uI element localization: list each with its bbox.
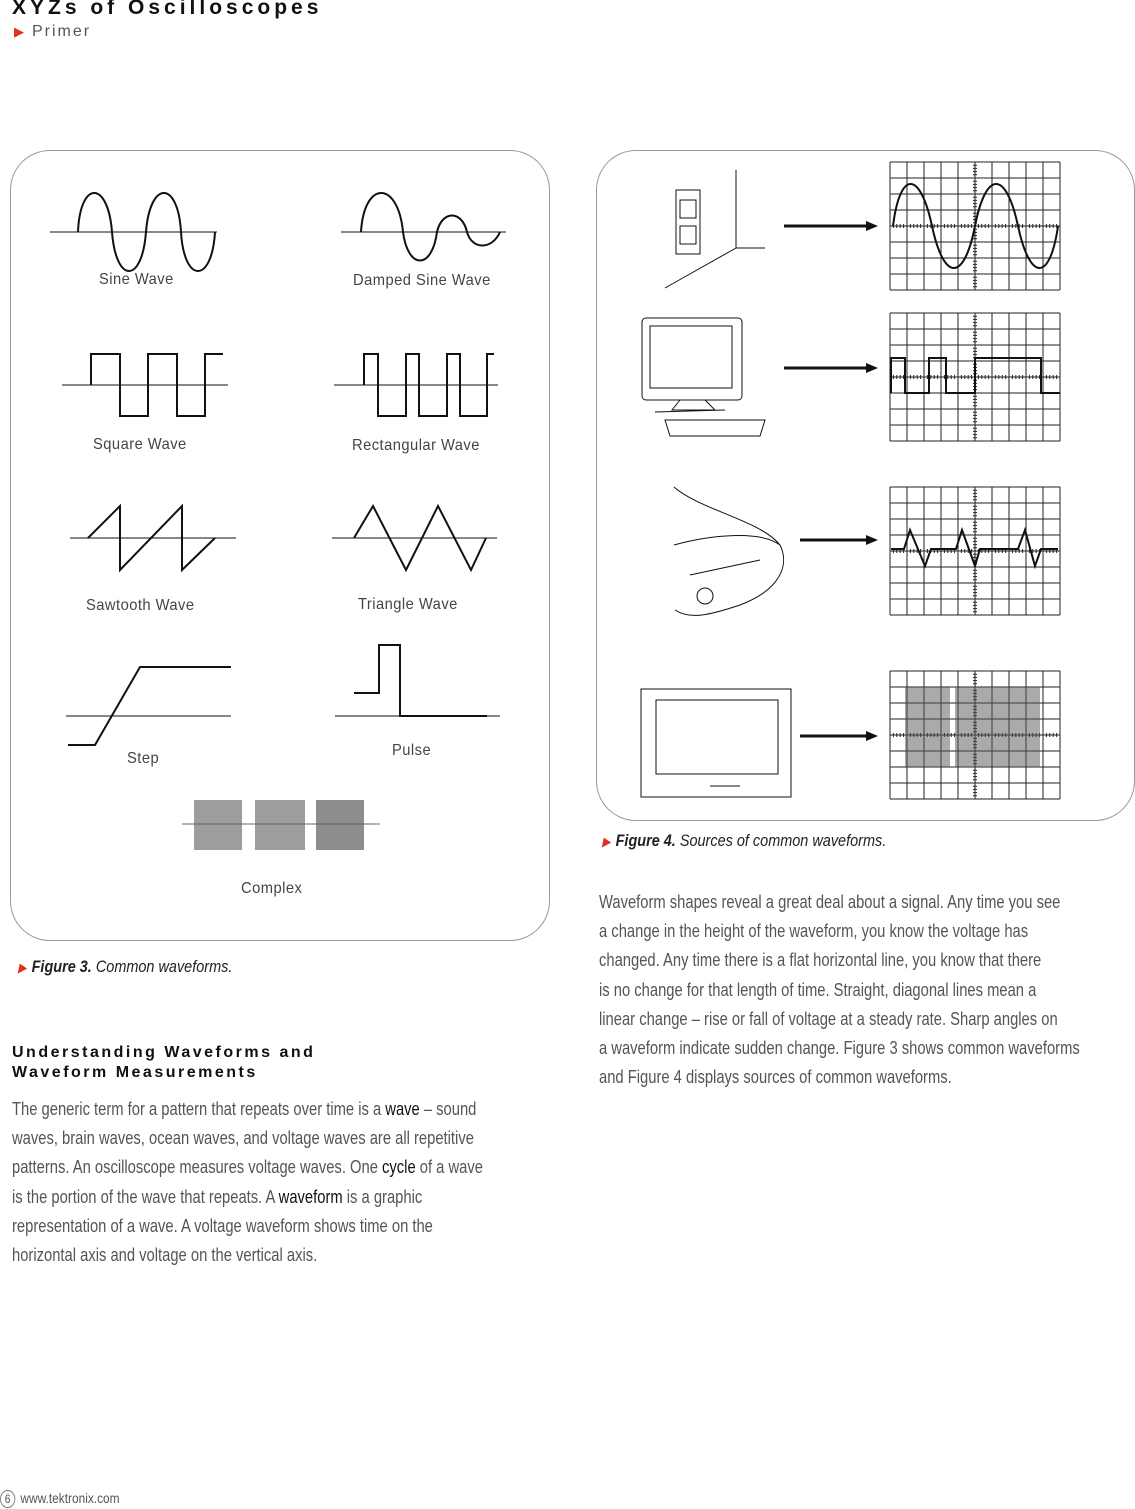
caption-number: Figure 4.: [615, 831, 676, 850]
subtitle-text: Primer: [32, 23, 92, 40]
arrows: [784, 221, 878, 741]
text-line: changed. Any time there is a flat horizontal line, you know that there: [599, 950, 1042, 971]
figure3-caption: [18, 957, 232, 977]
caption-text: Sources of common waveforms.: [675, 831, 887, 850]
rectangular-wave-drawing: [334, 354, 498, 416]
pulse-label: Pulse: [392, 742, 432, 759]
sine-wave-drawing: [50, 193, 217, 271]
sine-wave-label: Sine Wave: [99, 271, 174, 288]
sawtooth-label: Sawtooth Wave: [86, 597, 195, 614]
page-number: 6: [0, 1490, 15, 1508]
section-heading: [12, 1043, 315, 1083]
scope-screen: [890, 487, 1060, 615]
text-line: is the portion of the wave that repeats. A waveform is a graphic: [12, 1186, 423, 1207]
square-wave-label: Square Wave: [93, 436, 187, 453]
scope-screen: [890, 162, 1060, 290]
text-line: horizontal axis and voltage on the vertical axis.: [12, 1244, 318, 1265]
triangle-bullet-icon: ▶: [18, 960, 27, 975]
sawtooth-wave-drawing: [70, 506, 236, 570]
text-line: representation of a wave. A voltage waveform shows time on the: [12, 1215, 433, 1236]
text-line: a waveform indicate sudden change. Figure 3 shows common waveforms: [599, 1037, 1080, 1058]
footer-url[interactable]: www.tektronix.com: [20, 1490, 120, 1506]
caption-number: Figure 3.: [31, 957, 92, 976]
scope-screen: [890, 313, 1060, 441]
triangle-bullet-icon: ▶: [14, 24, 26, 39]
text-line: is no change for that length of time. Straight, diagonal lines mean a: [599, 979, 1037, 1000]
page-title: XYZs of Oscilloscopes: [12, 0, 323, 19]
text-line: patterns. An oscilloscope measures voltage waves. One cycle of a wave: [12, 1157, 483, 1178]
triangle-bullet-icon: ▶: [602, 834, 611, 849]
car-drawing: [674, 487, 784, 615]
heading-line: Waveform Measurements: [12, 1064, 258, 1081]
damped-sine-drawing: [341, 193, 506, 261]
scope-screen: [890, 671, 1060, 799]
step-label: Step: [127, 750, 160, 767]
tv-drawing: [641, 689, 791, 797]
triangle-wave-drawing: [332, 506, 497, 570]
complex-drawing: [182, 800, 380, 850]
outlet-drawing: [665, 170, 765, 288]
square-wave-drawing: [62, 354, 228, 416]
triangle-label: Triangle Wave: [358, 596, 458, 613]
figure4-caption: [602, 831, 886, 851]
text-line: waves, brain waves, ocean waves, and voltage waves are all repetitive: [12, 1128, 474, 1149]
text-line: The generic term for a pattern that repeats over time is a wave – sound: [12, 1099, 477, 1119]
text-line: Waveform shapes reveal a great deal about a signal. Any time you see: [599, 892, 1061, 912]
rect-wave-label: Rectangular Wave: [352, 437, 480, 454]
text-line: a change in the height of the waveform, you know the voltage has: [599, 921, 1029, 942]
heading-line: Understanding Waveforms and: [12, 1044, 316, 1061]
caption-text: Common waveforms.: [91, 957, 233, 976]
text-line: linear change – rise or fall of voltage at a steady rate. Sharp angles on: [599, 1008, 1058, 1029]
computer-drawing: [642, 318, 765, 436]
right-paragraph: [599, 888, 1135, 1092]
text-line: and Figure 4 displays sources of common waveforms.: [599, 1067, 952, 1088]
complex-label: Complex: [241, 880, 303, 897]
left-paragraph: [12, 1095, 586, 1270]
step-drawing: [66, 667, 231, 745]
footer: [0, 1490, 120, 1508]
damped-sine-label: Damped Sine Wave: [353, 272, 491, 289]
pulse-drawing: [335, 645, 500, 716]
